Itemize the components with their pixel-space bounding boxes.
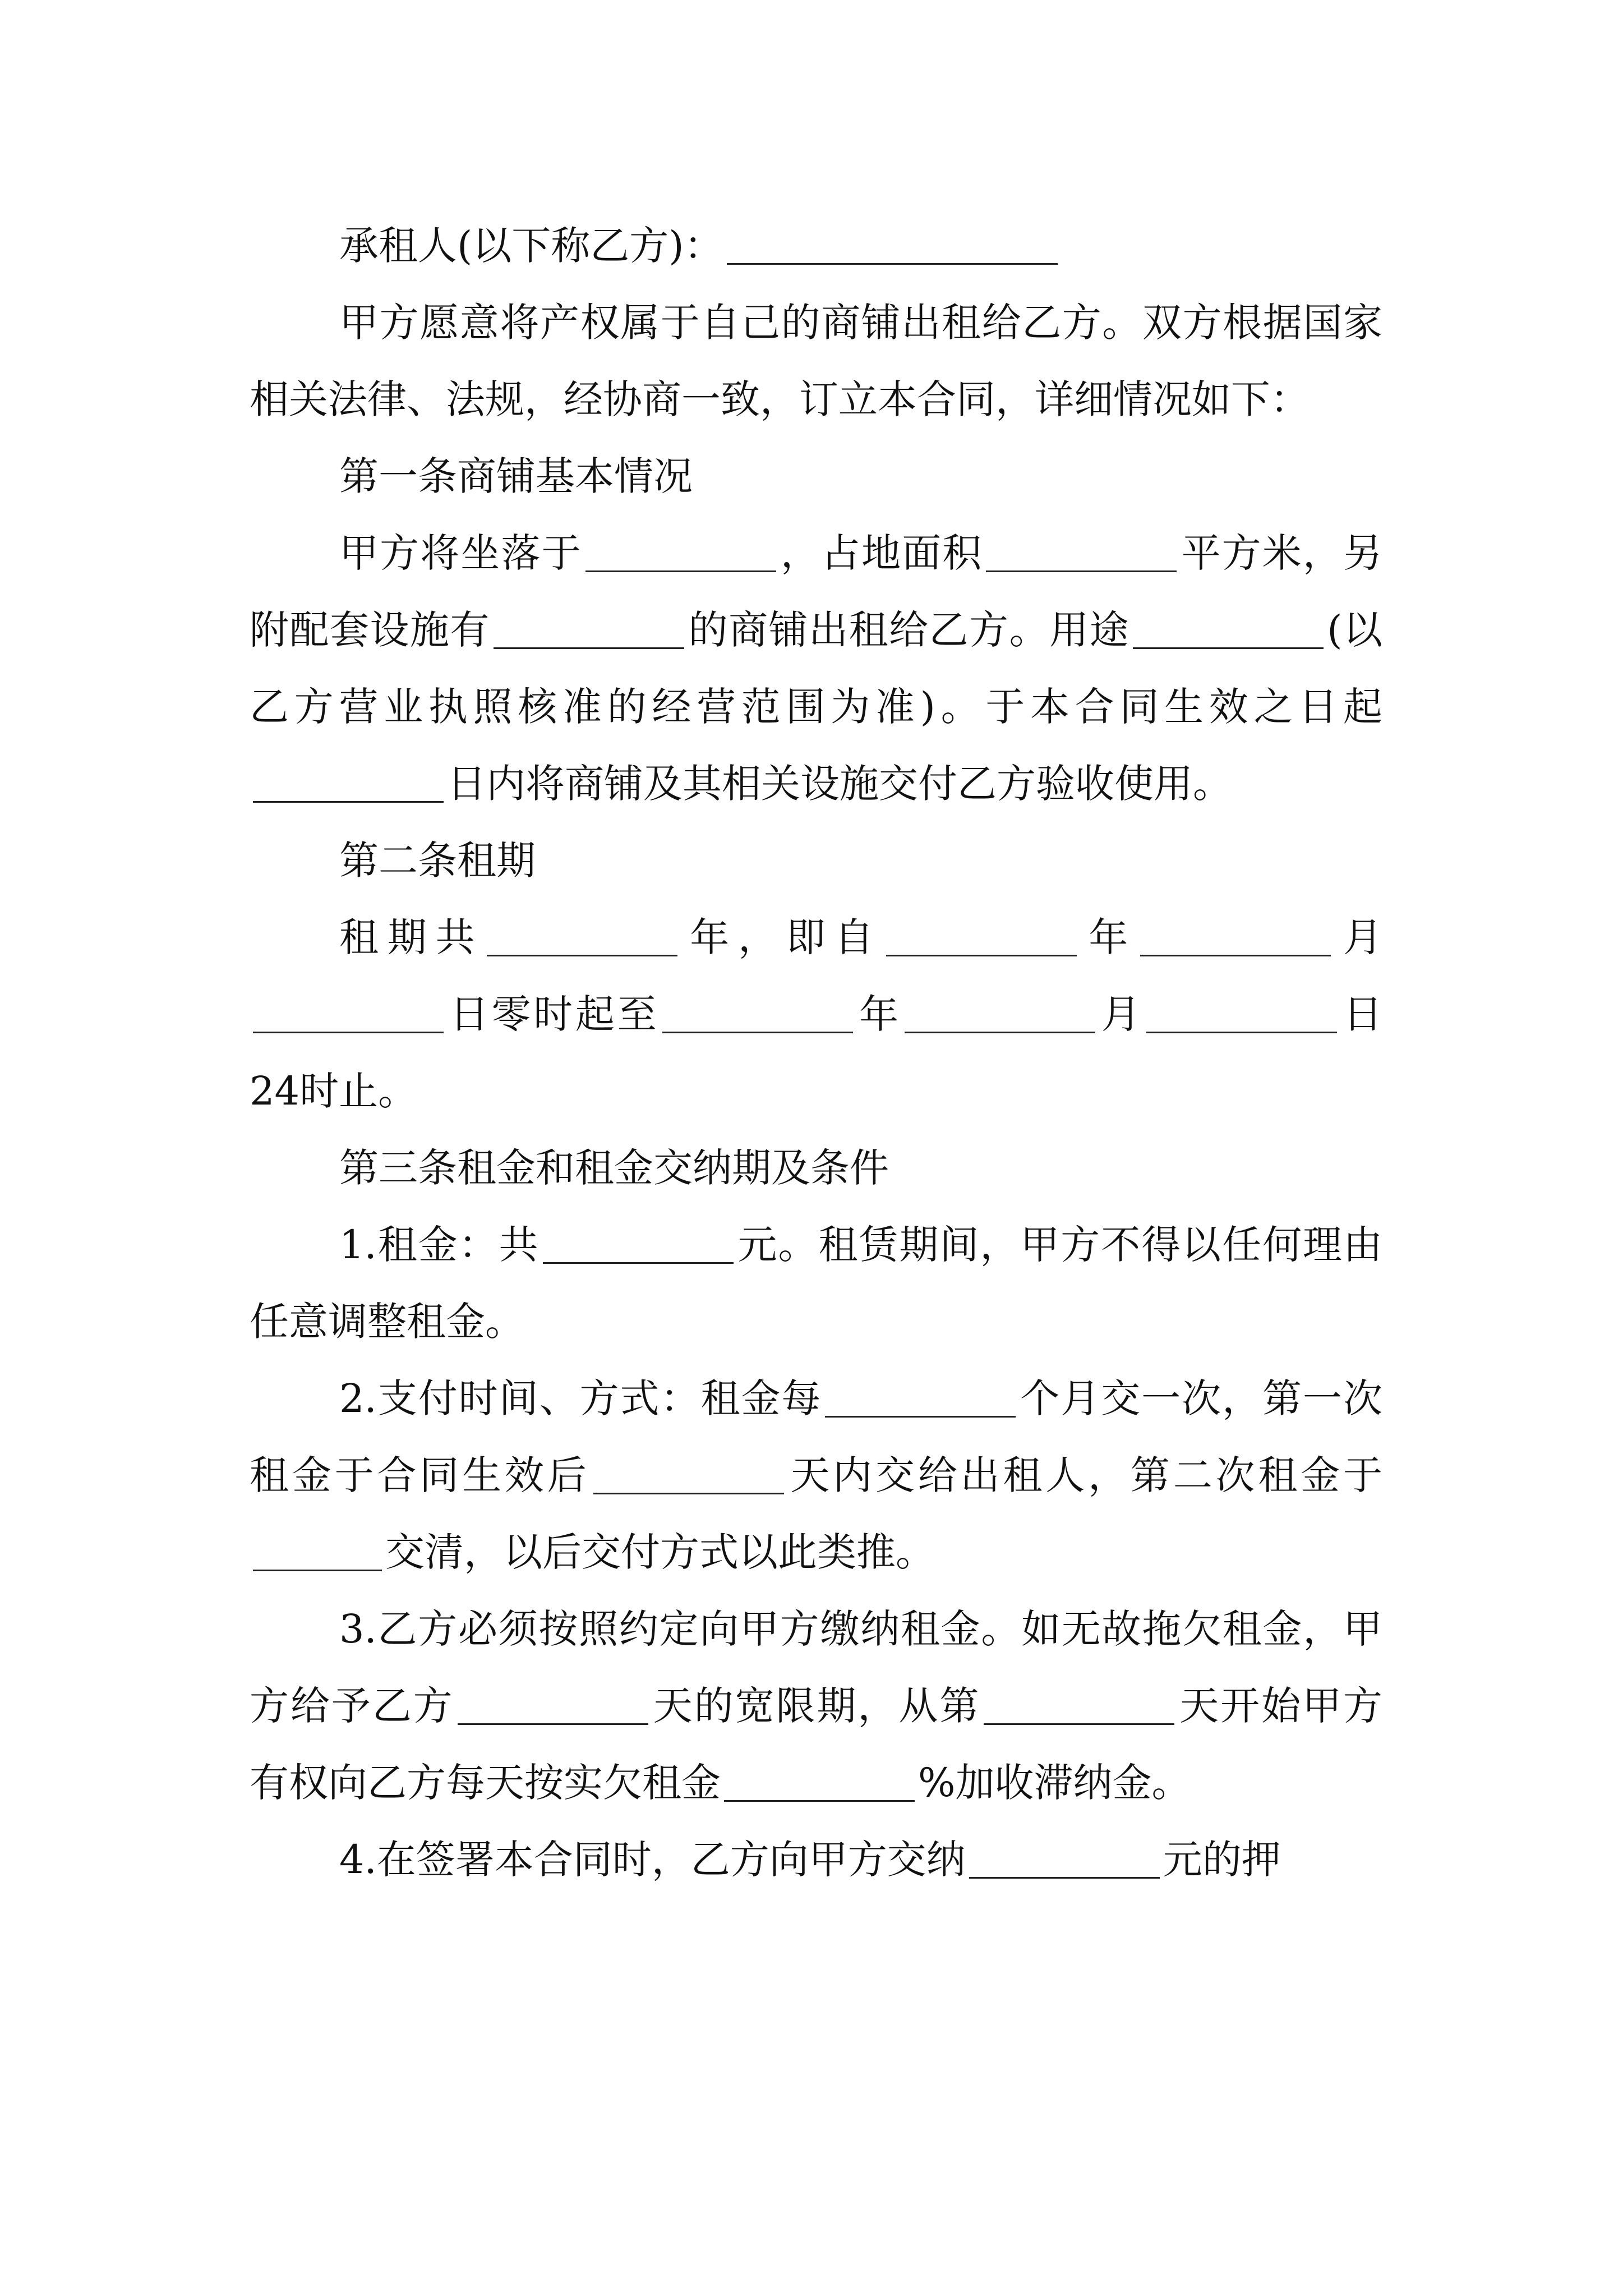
- lessee-name-blank[interactable]: [727, 224, 1058, 265]
- art3-item2-text-b: 个月交一次，第一次租金于合同生效后: [250, 1375, 1383, 1498]
- article-3-item-4: [250, 1821, 1382, 1898]
- second-payment-blank[interactable]: [253, 1530, 382, 1571]
- lessee-line: [250, 208, 1382, 284]
- art2-text-1: 租期共: [339, 914, 484, 960]
- deposit-blank[interactable]: [969, 1838, 1160, 1879]
- article-3-title: 第三条租金和租金交纳期及条件: [339, 1145, 889, 1191]
- art3-item4-text-b: 元的押: [1163, 1837, 1281, 1883]
- art2-text-6: 年: [856, 991, 901, 1037]
- late-start-day-blank[interactable]: [984, 1684, 1174, 1725]
- term-years-blank[interactable]: [487, 915, 677, 956]
- art3-item3-text-c: 天开始甲方有权向乙方每天按实欠租金: [250, 1683, 1383, 1806]
- art2-text-7: 月: [1098, 991, 1144, 1037]
- art2-text-2: 年，即自: [681, 914, 883, 960]
- art1-text-5: (以乙方营业执照核准的经营范围为准)。于本合同生效之日起: [250, 607, 1383, 730]
- article-3-item-3: [250, 1591, 1382, 1821]
- art3-item1-text-b: 元。租赁期间，甲方不得以任何理由任意调整租金。: [250, 1222, 1383, 1345]
- contract-body: [250, 208, 1382, 1898]
- art3-item1-text-a: 1.租金：共: [339, 1222, 540, 1268]
- art3-item3-text-b: 天的宽限期，从第: [651, 1683, 981, 1729]
- delivery-days-blank[interactable]: [253, 762, 444, 803]
- art2-text-8: 日24时止。: [250, 991, 1383, 1114]
- art1-text-2: ，占地面积: [779, 530, 983, 576]
- intro-paragraph: 甲方愿意将产权属于自己的商铺出租给乙方。双方根据国家相关法律、法规，经协商一致，订立本合同，详细情况如下：: [250, 300, 1382, 422]
- art3-item3-text-d: %加收滞纳金。: [918, 1760, 1191, 1806]
- payment-months-blank[interactable]: [825, 1377, 1016, 1418]
- art2-text-5: 日零时起至: [447, 991, 660, 1037]
- article-1-title: 第一条商铺基本情况: [339, 453, 693, 499]
- start-year-blank[interactable]: [886, 915, 1077, 956]
- start-month-blank[interactable]: [1140, 915, 1331, 956]
- art1-text-6: 日内将商铺及其相关设施交付乙方验收使用。: [447, 761, 1232, 807]
- grace-days-blank[interactable]: [458, 1684, 648, 1725]
- rent-total-blank[interactable]: [543, 1223, 734, 1264]
- article-1-paragraph: [250, 515, 1382, 822]
- article-2-title: 第二条租期: [339, 838, 536, 884]
- art3-item2-text-a: 2.支付时间、方式：租金每: [339, 1375, 822, 1421]
- article-3-item-1: [250, 1207, 1382, 1360]
- lessee-label: 承租人(以下称乙方)：: [339, 223, 723, 269]
- first-payment-days-blank[interactable]: [593, 1453, 784, 1494]
- facilities-blank[interactable]: [494, 608, 684, 649]
- article-3-item-2: [250, 1360, 1382, 1591]
- end-month-blank[interactable]: [905, 992, 1095, 1033]
- start-day-blank[interactable]: [253, 992, 444, 1033]
- art3-item2-text-c: 天内交给出租人，第二次租金于: [787, 1452, 1383, 1498]
- usage-blank[interactable]: [1133, 608, 1324, 649]
- art2-text-4: 月: [1334, 914, 1383, 960]
- art1-text-1: 甲方将坐落于: [339, 530, 582, 576]
- art3-item3-text-a: 3.乙方必须按照约定向甲方缴纳租金。如无故拖欠租金，甲方给予乙方: [250, 1606, 1382, 1729]
- art2-text-3: 年: [1080, 914, 1137, 960]
- art3-item4-text-a: 4.在签署本合同时，乙方向甲方交纳: [339, 1837, 966, 1883]
- art3-item2-text-d: 交清，以后交付方式以此类推。: [385, 1529, 935, 1575]
- art1-text-3: 平方米，另附配套设施有: [250, 530, 1383, 653]
- end-day-blank[interactable]: [1146, 992, 1337, 1033]
- location-blank[interactable]: [585, 531, 776, 572]
- end-year-blank[interactable]: [662, 992, 853, 1033]
- article-2-paragraph: [250, 899, 1382, 1130]
- art1-text-4: 的商铺出租给乙方。用途: [688, 607, 1130, 653]
- late-fee-percent-blank[interactable]: [724, 1761, 915, 1802]
- area-blank[interactable]: [986, 531, 1177, 572]
